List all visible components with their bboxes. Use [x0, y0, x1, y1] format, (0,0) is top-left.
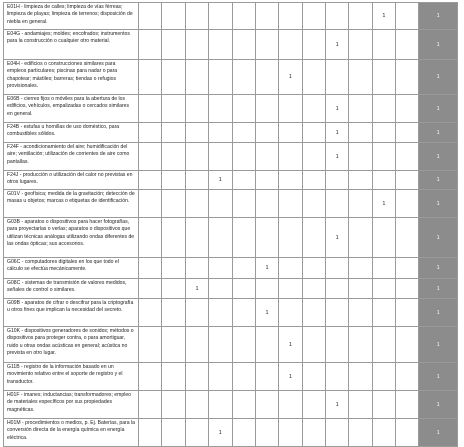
count-cell: 1: [325, 391, 348, 419]
count-cell: [139, 327, 162, 363]
count-cell: [139, 123, 162, 143]
count-cell: [372, 363, 395, 391]
count-cell: [349, 299, 372, 327]
table-row: [4, 419, 458, 447]
count-cell: [372, 279, 395, 299]
count-cell: 1: [279, 327, 302, 363]
count-cell: [232, 363, 255, 391]
count-cell: [349, 363, 372, 391]
count-cell: [372, 391, 395, 419]
count-cell: [232, 419, 255, 447]
count-cell: [162, 143, 185, 171]
count-cell: [302, 258, 325, 279]
table-row: [4, 171, 458, 190]
table-row: [4, 123, 458, 143]
count-cell: [185, 143, 208, 171]
count-cell: [162, 363, 185, 391]
row-total: 1: [419, 391, 458, 419]
count-cell: [209, 218, 232, 258]
row-total: 1: [419, 171, 458, 190]
count-cell: [279, 258, 302, 279]
count-cell: [396, 60, 419, 95]
count-cell: [185, 299, 208, 327]
count-cell: [232, 299, 255, 327]
count-cell: [279, 218, 302, 258]
count-cell: [349, 123, 372, 143]
table-row: [4, 3, 458, 30]
count-cell: [232, 258, 255, 279]
row-description: G01V - geofísica; medida de la gravitación; detección de masas u objetos; marcas o etiquetas de identificación.: [4, 190, 139, 218]
count-cell: [232, 60, 255, 95]
count-cell: [162, 95, 185, 123]
count-cell: 1: [185, 279, 208, 299]
row-total: 1: [419, 3, 458, 30]
count-cell: [162, 258, 185, 279]
count-cell: [162, 218, 185, 258]
count-cell: [372, 123, 395, 143]
count-cell: [396, 30, 419, 60]
count-cell: [302, 123, 325, 143]
count-cell: [302, 95, 325, 123]
count-cell: [185, 218, 208, 258]
count-cell: [255, 123, 278, 143]
table-row: [4, 60, 458, 95]
count-cell: [185, 30, 208, 60]
count-cell: [255, 171, 278, 190]
count-cell: [232, 327, 255, 363]
count-cell: [162, 327, 185, 363]
count-cell: [372, 143, 395, 171]
row-description: E01H - limpieza de calles; limpieza de vías férreas; limpieza de playas; limpieza de terrenos; disposición de niebla en general.: [4, 3, 139, 30]
count-cell: [325, 258, 348, 279]
count-cell: [279, 171, 302, 190]
count-cell: [396, 3, 419, 30]
count-cell: [185, 363, 208, 391]
count-cell: [232, 123, 255, 143]
count-cell: [162, 60, 185, 95]
count-cell: [255, 419, 278, 447]
data-table: [3, 2, 458, 447]
count-cell: [349, 218, 372, 258]
count-cell: [209, 60, 232, 95]
row-total: 1: [419, 279, 458, 299]
count-cell: [209, 143, 232, 171]
count-cell: [325, 419, 348, 447]
count-cell: [396, 143, 419, 171]
count-cell: [396, 327, 419, 363]
count-cell: [325, 60, 348, 95]
count-cell: 1: [255, 299, 278, 327]
row-description: E04H - edificios o construcciones similares para empleos particulares; piscinas para nadar o para chapotear; mástiles; barreras; tiendas o refugios provisionales.: [4, 60, 139, 95]
row-total: 1: [419, 30, 458, 60]
count-cell: 1: [325, 218, 348, 258]
row-description: F24F - acondicionamiento del aire; humidificación del aire; ventilación; utilización de corrientes de aire como pantallas.: [4, 143, 139, 171]
row-total: 1: [419, 190, 458, 218]
count-cell: [349, 60, 372, 95]
count-cell: [139, 190, 162, 218]
table-row: [4, 279, 458, 299]
count-cell: [302, 299, 325, 327]
row-total: 1: [419, 143, 458, 171]
count-cell: [279, 299, 302, 327]
count-cell: [139, 95, 162, 123]
row-total: 1: [419, 258, 458, 279]
count-cell: [396, 190, 419, 218]
count-cell: [185, 3, 208, 30]
count-cell: [372, 218, 395, 258]
row-total: 1: [419, 327, 458, 363]
table-row: [4, 299, 458, 327]
count-cell: [139, 391, 162, 419]
count-cell: [302, 279, 325, 299]
count-cell: 1: [209, 419, 232, 447]
count-cell: [139, 171, 162, 190]
count-cell: [162, 190, 185, 218]
count-cell: [255, 363, 278, 391]
count-cell: [139, 299, 162, 327]
count-cell: [185, 327, 208, 363]
count-cell: [209, 258, 232, 279]
count-cell: 1: [325, 143, 348, 171]
count-cell: [185, 95, 208, 123]
count-cell: [372, 258, 395, 279]
row-description: G08C - sistemas de transmisión de valores medidos, señales de control o similares.: [4, 279, 139, 299]
count-cell: [139, 218, 162, 258]
count-cell: 1: [325, 123, 348, 143]
table-row: [4, 143, 458, 171]
table-body: [4, 3, 458, 447]
row-total: 1: [419, 363, 458, 391]
count-cell: [372, 327, 395, 363]
count-cell: [372, 171, 395, 190]
count-cell: [302, 30, 325, 60]
row-description: G06C - computadores digitales en los que todo el cálculo se efectúa mecánicamente.: [4, 258, 139, 279]
count-cell: [139, 279, 162, 299]
count-cell: [279, 143, 302, 171]
table-row: [4, 327, 458, 363]
count-cell: [162, 299, 185, 327]
count-cell: [396, 258, 419, 279]
count-cell: [396, 123, 419, 143]
count-cell: [302, 190, 325, 218]
count-cell: [232, 3, 255, 30]
count-cell: [279, 279, 302, 299]
count-cell: 1: [372, 3, 395, 30]
count-cell: 1: [372, 190, 395, 218]
row-description: H01M - procedimientos o medios, p. Ej. Baterías, para la conversión directa de la energía química en energía eléctrica.: [4, 419, 139, 447]
count-cell: [279, 30, 302, 60]
table-row: [4, 258, 458, 279]
count-cell: [162, 279, 185, 299]
count-cell: [232, 190, 255, 218]
count-cell: 1: [279, 363, 302, 391]
count-cell: [139, 363, 162, 391]
count-cell: [232, 95, 255, 123]
count-cell: [232, 171, 255, 190]
row-description: E04G - andamiajes; moldes; encofrados; instrumentos para la construcción o cualquier otro material.: [4, 30, 139, 60]
count-cell: [302, 327, 325, 363]
count-cell: [209, 279, 232, 299]
table-row: [4, 363, 458, 391]
count-cell: [279, 391, 302, 419]
count-cell: [255, 391, 278, 419]
count-cell: [396, 391, 419, 419]
count-cell: [255, 327, 278, 363]
count-cell: [349, 95, 372, 123]
count-cell: [209, 30, 232, 60]
count-cell: [185, 60, 208, 95]
row-total: 1: [419, 299, 458, 327]
count-cell: [349, 3, 372, 30]
count-cell: [349, 190, 372, 218]
count-cell: [325, 363, 348, 391]
count-cell: [232, 218, 255, 258]
count-cell: [209, 391, 232, 419]
count-cell: [396, 171, 419, 190]
table-row: [4, 391, 458, 419]
count-cell: [255, 143, 278, 171]
table-row: [4, 190, 458, 218]
count-cell: [396, 95, 419, 123]
count-cell: [139, 3, 162, 30]
count-cell: [232, 279, 255, 299]
count-cell: [372, 60, 395, 95]
row-description: G10K - dispositivos generadores de sonidos; métodos o dispositivos para proteger contra, o para amortiguar, ruido u otras ondas acústicas en general; acústica no prevista en otro lugar.: [4, 327, 139, 363]
count-cell: [349, 419, 372, 447]
count-cell: [396, 279, 419, 299]
count-cell: [302, 60, 325, 95]
count-cell: [209, 123, 232, 143]
count-cell: [279, 3, 302, 30]
count-cell: 1: [209, 171, 232, 190]
row-total: 1: [419, 218, 458, 258]
count-cell: [349, 279, 372, 299]
count-cell: [372, 95, 395, 123]
count-cell: [396, 299, 419, 327]
count-cell: [209, 190, 232, 218]
count-cell: [162, 3, 185, 30]
row-description: E06B - cierres fijos o móviles para la abertura de los edificios, vehículos, empalizadas o cercados similares en general.: [4, 95, 139, 123]
table-row: [4, 95, 458, 123]
count-cell: [349, 143, 372, 171]
count-cell: [302, 143, 325, 171]
count-cell: [139, 30, 162, 60]
count-cell: [139, 419, 162, 447]
count-cell: 1: [325, 95, 348, 123]
count-cell: [279, 123, 302, 143]
count-cell: [162, 123, 185, 143]
count-cell: [232, 391, 255, 419]
count-cell: [185, 171, 208, 190]
row-total: 1: [419, 60, 458, 95]
count-cell: [396, 419, 419, 447]
row-description: F24B - estufas u hornillas de uso doméstico, para combustibles sólidos.: [4, 123, 139, 143]
count-cell: [349, 258, 372, 279]
count-cell: [302, 391, 325, 419]
count-cell: [185, 419, 208, 447]
row-total: 1: [419, 419, 458, 447]
count-cell: [349, 391, 372, 419]
count-cell: [255, 190, 278, 218]
count-cell: [372, 299, 395, 327]
count-cell: [185, 258, 208, 279]
count-cell: [255, 30, 278, 60]
count-cell: [209, 299, 232, 327]
table-row: [4, 30, 458, 60]
row-total: 1: [419, 123, 458, 143]
count-cell: [255, 95, 278, 123]
count-cell: [209, 363, 232, 391]
count-cell: 1: [279, 60, 302, 95]
count-cell: [185, 391, 208, 419]
count-cell: [349, 327, 372, 363]
row-description: G11B - registro de la información basado en un movimiento relativo entre el soporte de registro y el transductor.: [4, 363, 139, 391]
count-cell: 1: [255, 258, 278, 279]
count-cell: [372, 30, 395, 60]
count-cell: [162, 30, 185, 60]
count-cell: [325, 327, 348, 363]
count-cell: [279, 95, 302, 123]
count-cell: [302, 3, 325, 30]
count-cell: [139, 60, 162, 95]
count-cell: [255, 279, 278, 299]
count-cell: [325, 190, 348, 218]
count-cell: [302, 218, 325, 258]
count-cell: [139, 143, 162, 171]
count-cell: [279, 190, 302, 218]
count-cell: [209, 327, 232, 363]
count-cell: [162, 391, 185, 419]
count-cell: [372, 419, 395, 447]
count-cell: [185, 190, 208, 218]
count-cell: [349, 171, 372, 190]
count-cell: [139, 258, 162, 279]
row-description: G03B - aparatos o dispositivos para hacer fotografías, para proyectarlas o verlas; aparatos o dispositivos que utilizan técnicas análogas utilizando ondas diferentes de las ondas ópticas; sus accesorios.: [4, 218, 139, 258]
count-cell: [162, 419, 185, 447]
count-cell: [255, 3, 278, 30]
count-cell: [302, 171, 325, 190]
count-cell: [232, 30, 255, 60]
count-cell: [325, 279, 348, 299]
count-cell: [325, 299, 348, 327]
count-cell: [325, 171, 348, 190]
row-description: G09B - aparatos de cifrar o descifrar para la criptografía u otros fines que implican la necesidad del secreto.: [4, 299, 139, 327]
row-total: 1: [419, 95, 458, 123]
count-cell: [232, 143, 255, 171]
count-cell: [255, 60, 278, 95]
count-cell: [255, 218, 278, 258]
count-cell: [209, 95, 232, 123]
row-description: F24J - producción o utilización del calor no previstas en otros lugares.: [4, 171, 139, 190]
count-cell: 1: [325, 30, 348, 60]
count-cell: [325, 3, 348, 30]
count-cell: [302, 419, 325, 447]
table-row: [4, 218, 458, 258]
count-cell: [302, 363, 325, 391]
count-cell: [349, 30, 372, 60]
count-cell: [209, 3, 232, 30]
count-cell: [279, 419, 302, 447]
row-description: H01F - imanes; inductancias; transformadores; empleo de materiales específicos por sus propiedades magnéticas.: [4, 391, 139, 419]
count-cell: [185, 123, 208, 143]
count-cell: [162, 171, 185, 190]
count-cell: [396, 363, 419, 391]
count-cell: [396, 218, 419, 258]
